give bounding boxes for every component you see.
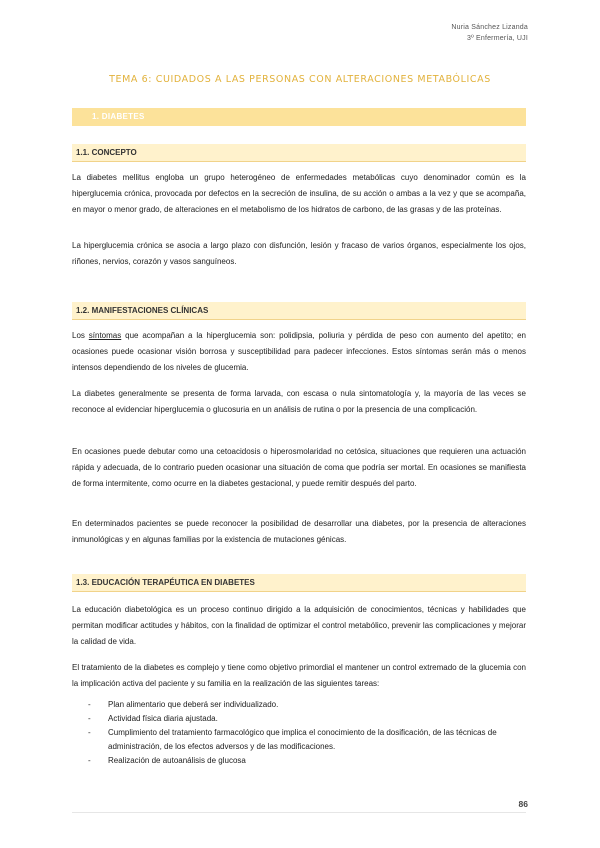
topic-title: TEMA 6: CUIDADOS A LAS PERSONAS CON ALTERACIONES METABÓLICAS	[109, 74, 491, 85]
list-item	[72, 712, 526, 726]
subsection-heading-manifestaciones: 1.2. MANIFESTACIONES CLÍNICAS	[76, 306, 209, 315]
page-header	[451, 22, 528, 44]
dash-bullet: -	[88, 756, 91, 765]
paragraph: La educación diabetológica es un proceso continuo dirigido a la adquisición de conocimientos, técnicas y habilidades que permitan modificar actitudes y hábitos, con la finalidad de optimizar el control metabólico, prevenir las complicaciones y mejorar la calidad de vida.	[72, 605, 526, 646]
author-name: Nuria Sánchez Lizanda	[451, 24, 528, 31]
paragraph: En ocasiones puede debutar como una cetoacidosis o hiperosmolaridad no cetósica, situaciones que requieren una actuación rápida y adecuada, de lo contrario pueden ocasionar una situación de coma que podría ser mortal. En ocasiones se manifiesta de forma intermitente, como ocurre en la diabetes gestacional, y puede remitir después del parto.	[72, 447, 526, 488]
list-item-text: Plan alimentario que deberá ser individualizado.	[108, 700, 279, 709]
subsection-heading-band	[72, 144, 526, 162]
dash-bullet: -	[88, 700, 91, 709]
paragraph: En determinados pacientes se puede reconocer la posibilidad de desarrollar una diabetes, por la presencia de alteraciones inmunológicas y en algunas familias por la existencia de mutaciones génicas.	[72, 519, 526, 544]
subsection-heading-educacion: 1.3. EDUCACIÓN TERAPÉUTICA EN DIABETES	[76, 578, 255, 587]
footer-divider	[72, 812, 526, 813]
text-rest: que acompañan a la hiperglucemia son: polidipsia, poliuria y pérdida de peso con aumento del apetito; en ocasiones puede ocasionar visión borrosa y susceptibilidad para padecer infecciones. Estos síntomas serán más o menos intensos dependiendo de los niveles de glucemia.	[72, 331, 526, 372]
paragraph: La diabetes generalmente se presenta de forma larvada, con escasa o nula sintomatología y, la mayoría de las veces se reconoce al evidenciar hiperglucemia o glucosuria en un análisis de rutina o por la presencia de una complicación.	[72, 389, 526, 414]
dash-bullet: -	[88, 728, 91, 737]
list-item	[72, 698, 526, 712]
paragraph	[72, 328, 526, 376]
subsection-heading-band	[72, 302, 526, 320]
course-name: 3º Enfermería, UJI	[466, 35, 528, 42]
list-item-text: Cumplimiento del tratamiento farmacológico que implica el conocimiento de la dosificación, de las técnicas de administración, de los efectos adversos y de las modificaciones.	[108, 728, 497, 751]
list-item-text: Realización de autoanálisis de glucosa	[108, 756, 246, 765]
underlined-term: síntomas	[88, 331, 122, 340]
paragraph: El tratamiento de la diabetes es complejo y tiene como objetivo primordial el mantener un control extremado de la glucemia con la implicación activa del paciente y su familia en la realización de las siguientes tareas:	[72, 663, 526, 688]
list-item	[72, 754, 526, 768]
page-number: 86	[518, 799, 528, 809]
paragraph: La hiperglucemia crónica se asocia a largo plazo con disfunción, lesión y fracaso de varios órganos, especialmente los ojos, riñones, nervios, corazón y vasos sanguíneos.	[72, 241, 526, 266]
subsection-heading-concepto: 1.1. CONCEPTO	[76, 148, 137, 157]
paragraph: La diabetes mellitus engloba un grupo heterogéneo de enfermedades metabólicas cuyo denominador común es la hiperglucemia crónica, provocada por defectos en la secreción de insulina, de su acción o ambas a la vez y que se acompaña, en mayor o menor grado, de alteraciones en el metabolismo de los hidratos de carbono, de las grasas y de las proteínas.	[72, 173, 526, 214]
dash-bullet: -	[88, 714, 91, 723]
section-heading-band	[72, 108, 526, 126]
text-lead: Los	[72, 331, 89, 340]
subsection-heading-band	[72, 574, 526, 592]
section-heading: 1. DIABETES	[92, 112, 145, 121]
list-item-text: Actividad física diaria ajustada.	[108, 714, 218, 723]
task-list	[72, 698, 526, 768]
list-item	[72, 726, 526, 754]
